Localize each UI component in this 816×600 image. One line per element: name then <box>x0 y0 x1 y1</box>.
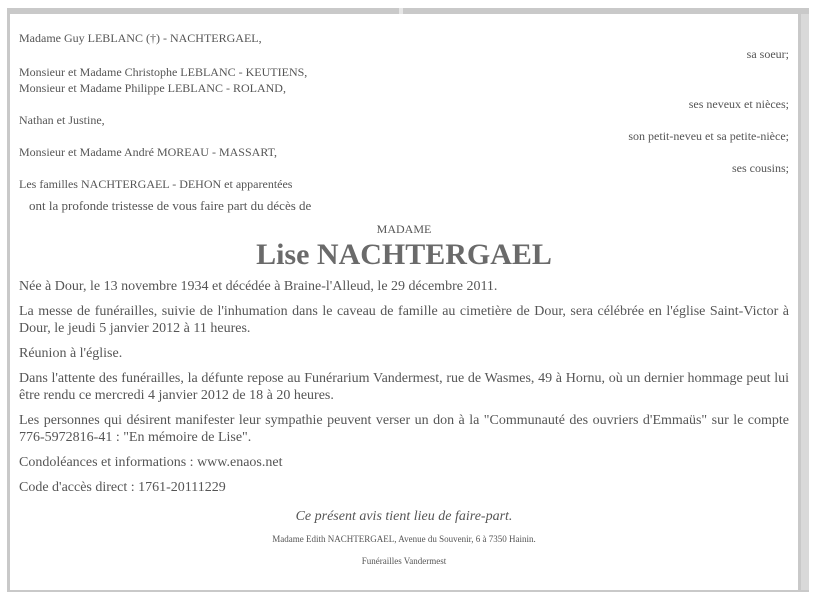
obituary-sheet <box>10 14 798 590</box>
relation-label-sister: sa soeur; <box>746 47 789 61</box>
access-code-paragraph: Code d'accès direct : 1761-20111229 <box>19 480 226 495</box>
family-member-5: Monsieur et Madame André MOREAU - MASSART, <box>19 145 278 159</box>
relation-label-cousins: ses cousins; <box>732 161 789 175</box>
funeral-mass-paragraph: La messe de funérailles, suivie de l'inhumation dans le caveau de famille au cimetière de Dour, sera célébrée en l'église Saint-Victor à Dour, le jeudi 5 janvier 2012 à 11 heures. <box>19 304 789 336</box>
birth-death-paragraph: Née à Dour, le 13 novembre 1934 et décédée à Braine-l'Alleud, le 29 décembre 2011. <box>19 279 498 294</box>
funeral-home-name: Funérailles Vandermest <box>361 556 447 566</box>
deceased-name: Lise NACHTERGAEL <box>256 238 552 271</box>
faire-part-notice: Ce présent avis tient lieu de faire-part. <box>295 509 513 524</box>
relation-label-grandnephew: son petit-neveu et sa petite-nièce; <box>628 129 789 143</box>
family-member-1: Madame Guy LEBLANC (†) - NACHTERGAEL, <box>19 31 262 45</box>
obituary-content <box>19 30 789 567</box>
donation-paragraph: Les personnes qui désirent manifester leur sympathie peuvent verser un don à la "Communauté des ouvriers d'Emmaüs" sur le compte 776-5972816-41 : "En mémoire de Lise". <box>19 413 789 445</box>
family-member-4: Nathan et Justine, <box>19 113 105 127</box>
family-member-6: Les familles NACHTERGAEL - DEHON et apparentées <box>19 177 293 191</box>
condolences-paragraph: Condoléances et informations : www.enaos.net <box>19 455 283 470</box>
family-member-2: Monsieur et Madame Christophe LEBLANC - KEUTIENS, <box>19 65 308 79</box>
reunion-paragraph: Réunion à l'église. <box>19 346 123 361</box>
document-frame <box>7 8 809 592</box>
relation-label-nephews: ses neveux et nièces; <box>688 97 789 111</box>
contact-address: Madame Edith NACHTERGAEL, Avenue du Souvenir, 6 à 7350 Hainin. <box>272 534 536 544</box>
viewing-paragraph: Dans l'attente des funérailles, la défunte repose au Funérarium Vandermest, rue de Wasmes, 49 à Hornu, où un dernier hommage peut lui être rendu ce mercredi 4 janvier 2012 de 18 à 20 heures. <box>19 371 789 403</box>
family-member-3: Monsieur et Madame Philippe LEBLANC - ROLAND, <box>19 81 286 95</box>
announcement-intro: ont la profonde tristesse de vous faire part du décès de <box>29 198 312 213</box>
vertical-scrollbar[interactable] <box>801 14 809 590</box>
deceased-title: MADAME <box>376 222 432 236</box>
